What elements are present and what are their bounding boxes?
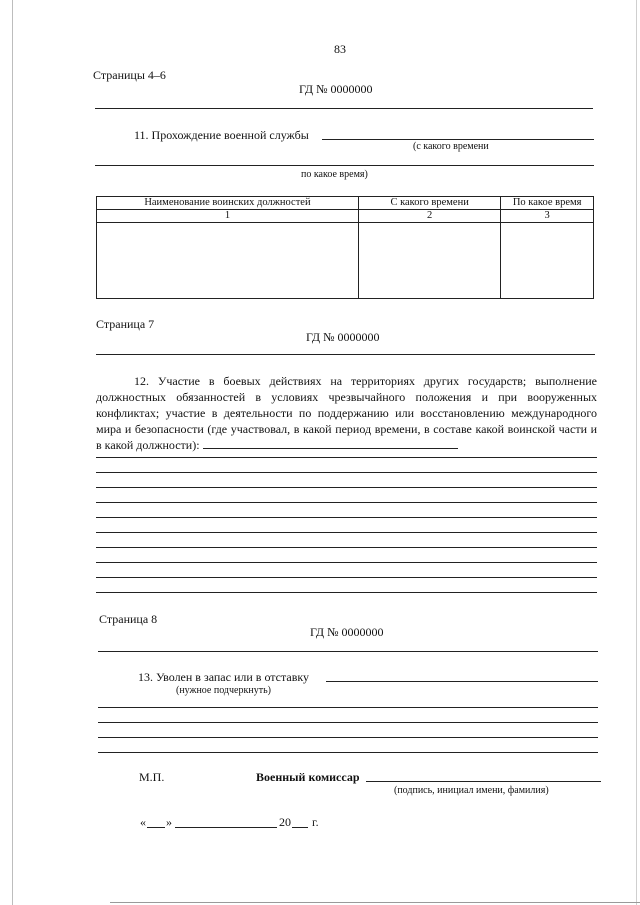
item12-text: 12. Участие в боевых действиях на территориях других государств; выполнение должностных обязанностей в условиях чрезвычайного положения и при вооруженных конфликтах; участие в деятельности по поддержанию или восстановлению международного мира и безопасности (где участвовал, в какой период времени, в составе какой воинской части и в какой должности): (96, 374, 597, 452)
year-prefix: 20 (279, 815, 291, 829)
separator-line (98, 651, 598, 652)
item13-label: 13. Уволен в запас или в отставку (138, 670, 310, 684)
item11-hint-from: (с какого времени (413, 141, 489, 152)
answer-line[interactable] (98, 752, 598, 753)
year-fill-line[interactable] (292, 827, 308, 828)
table-cell-empty[interactable] (97, 223, 359, 299)
answer-line[interactable] (96, 547, 597, 548)
table-number-row (97, 210, 594, 223)
item11-hint-to: по какое время) (301, 169, 368, 180)
page-number: 83 (334, 42, 346, 56)
answer-line[interactable] (96, 592, 597, 593)
answer-line[interactable] (96, 562, 597, 563)
signer-label: Военный комиссар (256, 770, 360, 784)
item12-paragraph (96, 373, 597, 453)
separator-line (96, 354, 595, 355)
answer-line[interactable] (96, 577, 597, 578)
item11-fill-line-2 (95, 165, 594, 166)
table-cell-empty[interactable] (358, 223, 500, 299)
answer-line[interactable] (96, 517, 597, 518)
answer-line[interactable] (98, 707, 598, 708)
signature-hint: (подпись, инициал имени, фамилия) (394, 785, 549, 796)
item12-fill-line[interactable] (203, 437, 458, 449)
table-header-row (97, 197, 594, 210)
doc-number: ГД № 0000000 (299, 82, 373, 96)
month-fill-line[interactable] (175, 827, 277, 828)
item11-label: 11. Прохождение военной службы (134, 128, 309, 142)
table-header-cell: Наименование воинских должностей (97, 197, 359, 210)
answer-line[interactable] (98, 722, 598, 723)
item13-hint: (нужное подчеркнуть) (176, 685, 271, 696)
doc-number: ГД № 0000000 (310, 625, 384, 639)
answer-line[interactable] (98, 737, 598, 738)
table-number-cell: 1 (97, 210, 359, 223)
answer-line[interactable] (96, 472, 597, 473)
table-number-cell: 3 (501, 210, 594, 223)
table-number-cell: 2 (358, 210, 500, 223)
table-header-cell: По какое время (501, 197, 594, 210)
answer-line[interactable] (96, 457, 597, 458)
answer-line[interactable] (96, 502, 597, 503)
doc-number: ГД № 0000000 (306, 330, 380, 344)
item11-fill-line (322, 139, 594, 140)
stamp-label: М.П. (139, 770, 165, 784)
section-page-label: Страница 8 (99, 612, 158, 626)
section-page-label: Страница 7 (96, 317, 155, 331)
signature-line[interactable] (366, 781, 601, 782)
date-quote-open: « (140, 815, 146, 829)
item13-fill-line[interactable] (326, 681, 598, 682)
day-fill-line[interactable] (147, 827, 165, 828)
year-suffix: г. (312, 815, 319, 829)
table-row (97, 223, 594, 299)
scan-edge-left (12, 0, 13, 905)
scan-edge-bottom (110, 902, 640, 903)
separator-line (95, 108, 593, 109)
service-table (96, 196, 594, 299)
table-cell-empty[interactable] (501, 223, 594, 299)
scan-edge-right (636, 0, 637, 905)
answer-line[interactable] (96, 487, 597, 488)
section-page-label: Страницы 4–6 (93, 68, 166, 82)
table-header-cell: С какого времени (358, 197, 500, 210)
date-quote-close: » (166, 815, 172, 829)
answer-line[interactable] (96, 532, 597, 533)
